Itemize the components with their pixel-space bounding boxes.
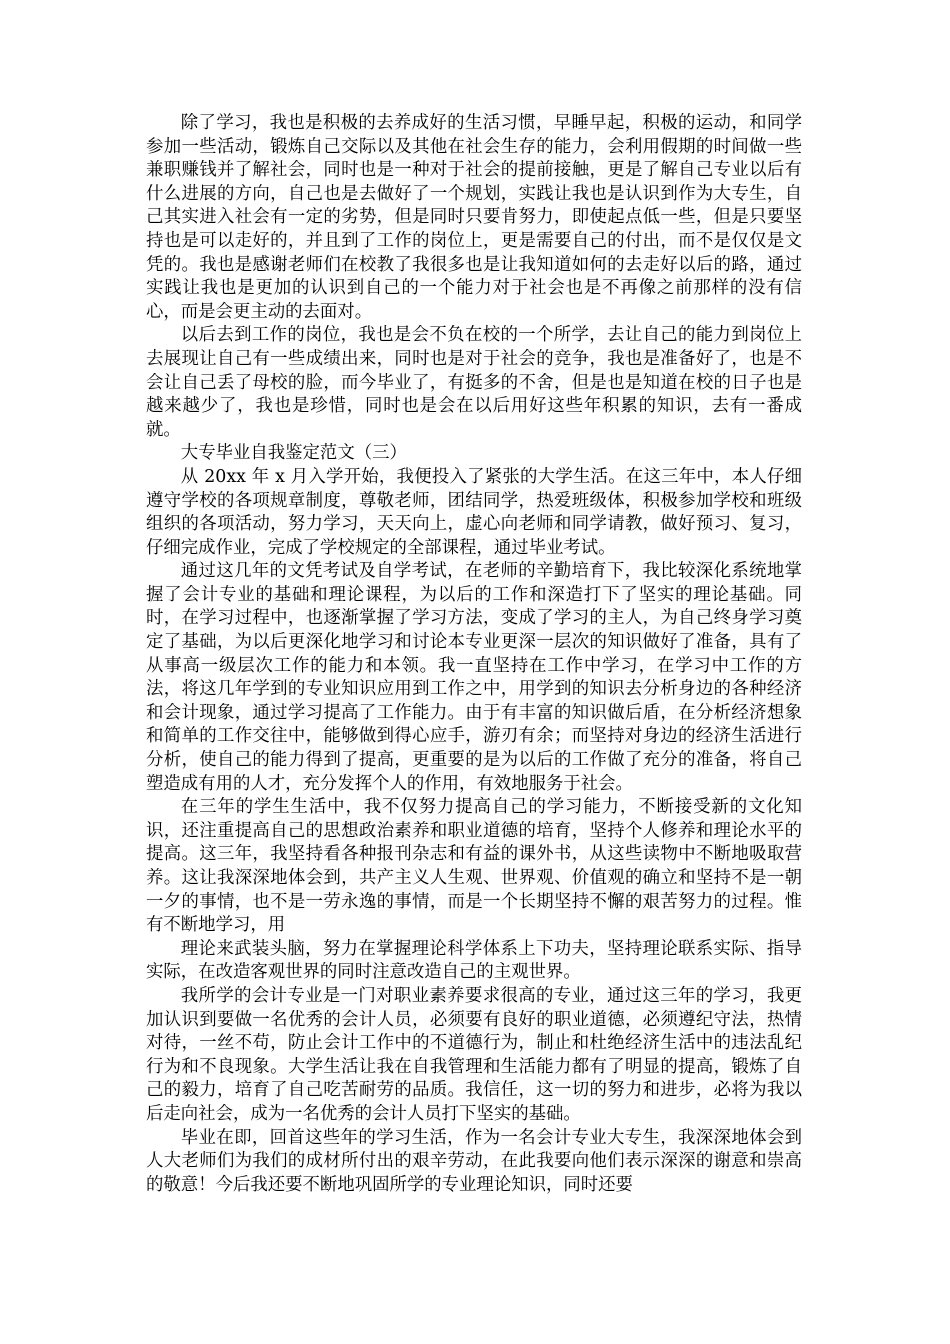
- paragraph-future-work: 以后去到工作的岗位，我也是会不负在校的一个所学，去让自己的能力到岗位上去展现让自己有一些成绩出来，同时也是对于社会的竞争，我也是准备好了，也是不会让自己丢了母校的脸，而今毕业了，有挺多的不舍，但是也是知道在校的日子也是越来越少了，我也是珍惜，同时也是会在以后用好这些年积累的知识，去有一番成就。: [146, 325, 802, 440]
- paragraph-habits: 除了学习，我也是积极的去养成好的生活习惯，早睡早起，积极的运动，和同学参加一些活动，锻炼自己交际以及其他在社会生存的能力，会利用假期的时间做一些兼职赚钱并了解社会，同时也是一种对于社会的提前接触，更是了解自己专业以后有什么进展的方向，自己也是去做好了一个规划，实践让我也是认识到作为大专生，自己其实进入社会有一定的劣势，但是同时只要肯努力，即使起点低一些，但是只要坚持也是可以走好的，并且到了工作的岗位上，更是需要自己的付出，而不是仅仅是文凭的。我也是感谢老师们在校教了我很多也是让我知道如何的去走好以后的路，通过实践让我也是更加的认识到自己的一个能力对于社会也是不再像之前那样的没有信心，而是会更主动的去面对。: [146, 113, 802, 322]
- paragraph-student-life: 在三年的学生生活中，我不仅努力提高自己的学习能力，不断接受新的文化知识，还注重提高自己的思想政治素养和职业道德的培育，坚持个人修养和理论水平的提高。这三年，我坚持看各种报刊杂志和有益的课外书，从这些读物中不断地吸取营养。这让我深深地体会到，共产主义人生观、世界观、价值观的确立和坚持不是一朝一夕的事情，也不是一劳永逸的事情，而是一个长期坚持不懈的艰苦努力的过程。惟有不断地学习，用: [146, 797, 802, 936]
- paragraph-accounting: 我所学的会计专业是一门对职业素养要求很高的专业，通过这三年的学习，我更加认识到要做一名优秀的会计人员，必须要有良好的职业道德，必须遵纪守法，热情对待，一丝不苟，防止会计工作中的不道德行为，制止和杜绝经济生活中的违法乱纪行为和不良现象。大学生活让我在自我管理和生活能力都有了明显的提高，锻炼了自己的毅力，培育了自己吃苦耐劳的品质。我信任，这一切的努力和进步，必将为我以后走向社会，成为一名优秀的会计人员打下坚实的基础。: [146, 985, 802, 1124]
- paragraph-graduation: 毕业在即，回首这些年的学习生活，作为一名会计专业大专生，我深深地体会到人大老师们为我们的成材所付出的艰辛劳动，在此我要向他们表示深深的谢意和崇高的敬意！今后我还要不断地巩固所学的专业理论知识，同时还要: [146, 1127, 802, 1195]
- paragraph-enrollment: 从 20xx 年 x 月入学开始，我便投入了紧张的大学生活。在这三年中，本人仔细遵守学校的各项规章制度，尊敬老师，团结同学，热爱班级体，积极参加学校和班级组织的各项活动，努力学习，天天向上，虚心向老师和同学请教，做好预习、复习，仔细完成作业，完成了学校规定的全部课程，通过毕业考试。: [146, 466, 802, 558]
- paragraph-theory: 理论来武装头脑，努力在掌握理论科学体系上下功夫，坚持理论联系实际、指导实际，在改造客观世界的同时注意改造自己的主观世界。: [146, 938, 802, 983]
- section-heading: 大专毕业自我鉴定范文（三）: [180, 443, 407, 464]
- document-body: [146, 112, 802, 1197]
- paragraph-study: 通过这几年的文凭考试及自学考试，在老师的辛勤培育下，我比较深化系统地掌握了会计专业的基础和理论课程，为以后的工作和深造打下了坚实的理论基础。同时，在学习过程中，也逐渐掌握了学习方法，变成了学习的主人，为自己终身学习奠定了基础，为以后更深化地学习和讨论本专业更深一层次的知识做好了准备，具有了从事高一级层次工作的能力和本领。我一直坚持在工作中学习，在学习中工作的方法，将这几年学到的专业知识应用到工作之中，用学到的知识去分析身边的各种经济和会计现象，通过学习提高了工作能力。由于有丰富的知识做后盾，在分析经济想象和简单的工作交往中，能够做到得心应手，游刃有余；而坚持对身边的经济生活进行分析，使自己的能力得到了提高，更重要的是为以后的工作做了充分的准备，将自己塑造成有用的人才，充分发挥个人的作用，有效地服务于社会。: [146, 561, 802, 794]
